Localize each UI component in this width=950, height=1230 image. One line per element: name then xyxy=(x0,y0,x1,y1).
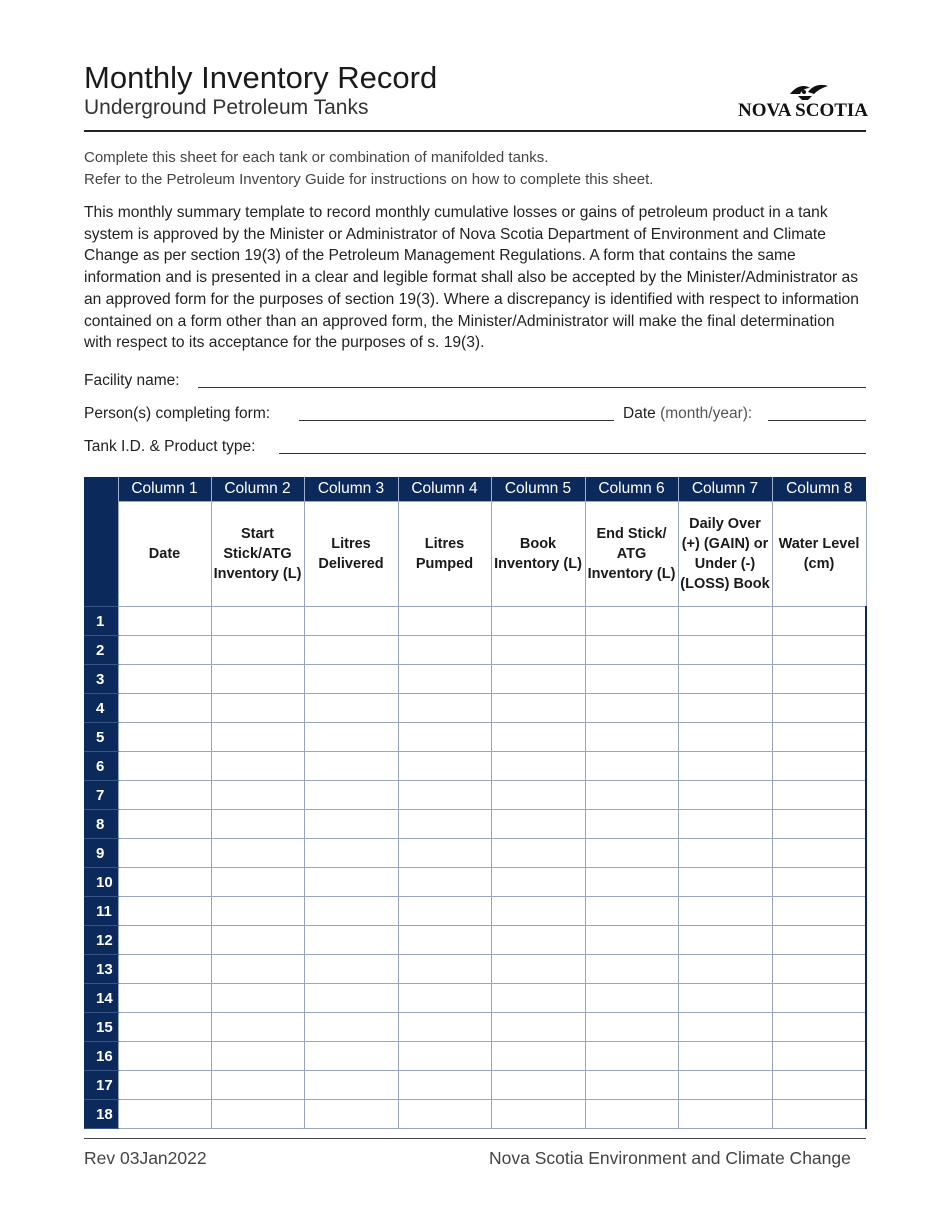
entry-cell[interactable] xyxy=(304,955,398,984)
date-hint: (month/year): xyxy=(660,405,753,422)
entry-cell[interactable] xyxy=(678,1100,772,1129)
entry-cell[interactable] xyxy=(585,984,678,1013)
entry-cell[interactable] xyxy=(585,868,678,897)
column-label: Daily Over (+) (GAIN) or Under (-) (LOSS) Book xyxy=(678,502,772,607)
person-completing-label: Person(s) completing form: xyxy=(84,405,271,422)
entry-cell[interactable] xyxy=(211,752,304,781)
entry-cell[interactable] xyxy=(678,926,772,955)
entry-cell[interactable] xyxy=(491,607,585,636)
entry-cell[interactable] xyxy=(772,723,866,752)
entry-cell[interactable] xyxy=(678,839,772,868)
tank-id-label: Tank I.D. & Product type: xyxy=(84,438,256,455)
row-number: 15 xyxy=(84,1013,118,1042)
entry-cell[interactable] xyxy=(772,665,866,694)
entry-cell[interactable] xyxy=(211,810,304,839)
entry-cell[interactable] xyxy=(772,955,866,984)
entry-cell[interactable] xyxy=(772,897,866,926)
entry-cell[interactable] xyxy=(491,839,585,868)
entry-cell[interactable] xyxy=(211,955,304,984)
entry-cell[interactable] xyxy=(398,781,491,810)
column-label: Water Level (cm) xyxy=(772,502,866,607)
entry-cell[interactable] xyxy=(772,839,866,868)
table-row xyxy=(84,868,866,897)
entry-cell[interactable] xyxy=(304,636,398,665)
entry-cell[interactable] xyxy=(585,1042,678,1071)
entry-cell[interactable] xyxy=(772,810,866,839)
entry-cell[interactable] xyxy=(772,868,866,897)
column-number: Column 8 xyxy=(772,477,866,502)
approval-paragraph: This monthly summary template to record monthly cumulative losses or gains of petroleum product in a tank system is approved by the Minister or Administrator of Nova Scotia Department of Environment and Climate Change as per section 19(3) of the Petroleum Management Regulations. A form that contains the same information and is presented in a clear and legible format shall also be accepted by the Minister/Administrator as an approved form for the purposes of section 19(3). Where a discrepancy is identified with respect to information contained on a form other than an approved form, the Minister/Administrator will make the final determination with respect to its acceptance for the purposes of s. 19(3). xyxy=(84,204,859,352)
table-row xyxy=(84,723,866,752)
entry-cell[interactable] xyxy=(211,1100,304,1129)
row-number: 18 xyxy=(84,1100,118,1129)
entry-cell[interactable] xyxy=(772,694,866,723)
page-title: Monthly Inventory Record xyxy=(84,60,438,95)
table-row xyxy=(84,839,866,868)
entry-cell[interactable] xyxy=(678,1042,772,1071)
entry-cell[interactable] xyxy=(585,636,678,665)
entry-cell[interactable] xyxy=(304,810,398,839)
entry-cell[interactable] xyxy=(678,781,772,810)
corner-cell xyxy=(84,502,118,607)
department-label: Nova Scotia Environment and Climate Change xyxy=(489,1148,851,1168)
entry-cell[interactable] xyxy=(398,665,491,694)
column-number: Column 6 xyxy=(585,477,678,502)
column-number: Column 7 xyxy=(678,477,772,502)
entry-cell[interactable] xyxy=(678,955,772,984)
entry-cell[interactable] xyxy=(398,926,491,955)
entry-cell[interactable] xyxy=(491,1042,585,1071)
entry-cell[interactable] xyxy=(211,984,304,1013)
column-number: Column 3 xyxy=(304,477,398,502)
table-row xyxy=(84,694,866,723)
row-number: 14 xyxy=(84,984,118,1013)
entry-cell[interactable] xyxy=(304,752,398,781)
entry-cell[interactable] xyxy=(398,868,491,897)
entry-cell[interactable] xyxy=(211,1013,304,1042)
table-row xyxy=(84,1100,866,1129)
row-number: 2 xyxy=(84,636,118,665)
entry-cell[interactable] xyxy=(678,694,772,723)
entry-cell[interactable] xyxy=(118,1013,211,1042)
entry-cell[interactable] xyxy=(585,781,678,810)
table-row xyxy=(84,1013,866,1042)
entry-cell[interactable] xyxy=(304,926,398,955)
entry-cell[interactable] xyxy=(398,984,491,1013)
row-number: 12 xyxy=(84,926,118,955)
revision-label: Rev 03Jan2022 xyxy=(84,1148,207,1168)
entry-cell[interactable] xyxy=(118,868,211,897)
facility-name-field[interactable] xyxy=(198,387,866,388)
entry-cell[interactable] xyxy=(118,984,211,1013)
column-label-row xyxy=(84,502,866,607)
entry-cell[interactable] xyxy=(585,1013,678,1042)
entry-cell[interactable] xyxy=(118,723,211,752)
entry-cell[interactable] xyxy=(491,1100,585,1129)
entry-cell[interactable] xyxy=(491,897,585,926)
entry-cell[interactable] xyxy=(491,984,585,1013)
entry-cell[interactable] xyxy=(585,897,678,926)
entry-cell[interactable] xyxy=(304,607,398,636)
column-number: Column 5 xyxy=(491,477,585,502)
column-label: Date xyxy=(118,502,211,607)
entry-cell[interactable] xyxy=(118,636,211,665)
entry-cell[interactable] xyxy=(398,694,491,723)
entry-cell[interactable] xyxy=(772,1013,866,1042)
intro-line-2: Refer to the Petroleum Inventory Guide for instructions on how to complete this sheet. xyxy=(84,171,654,188)
table-row xyxy=(84,636,866,665)
entry-cell[interactable] xyxy=(118,839,211,868)
logo-wordmark: NOVA SCOTIA xyxy=(738,100,868,121)
entry-cell[interactable] xyxy=(304,723,398,752)
column-number: Column 2 xyxy=(211,477,304,502)
corner-cell xyxy=(84,477,118,502)
entry-cell[interactable] xyxy=(118,665,211,694)
entry-cell[interactable] xyxy=(678,665,772,694)
entry-cell[interactable] xyxy=(398,810,491,839)
entry-cell[interactable] xyxy=(211,1071,304,1100)
entry-cell[interactable] xyxy=(304,781,398,810)
entry-cell[interactable] xyxy=(118,1042,211,1071)
entry-cell[interactable] xyxy=(304,868,398,897)
date-label xyxy=(623,405,752,423)
row-number: 11 xyxy=(84,897,118,926)
entry-cell[interactable] xyxy=(304,694,398,723)
column-number-row xyxy=(84,477,866,502)
entry-cell[interactable] xyxy=(118,897,211,926)
entry-cell[interactable] xyxy=(304,665,398,694)
entry-cell[interactable] xyxy=(304,1013,398,1042)
entry-cell[interactable] xyxy=(491,1013,585,1042)
entry-cell[interactable] xyxy=(211,897,304,926)
entry-cell[interactable] xyxy=(398,1071,491,1100)
entry-cell[interactable] xyxy=(398,839,491,868)
entry-cell[interactable] xyxy=(678,897,772,926)
table-row xyxy=(84,1042,866,1071)
entry-cell[interactable] xyxy=(678,984,772,1013)
entry-cell[interactable] xyxy=(211,723,304,752)
tank-id-field[interactable] xyxy=(279,453,866,454)
entry-cell[interactable] xyxy=(211,607,304,636)
entry-cell[interactable] xyxy=(304,839,398,868)
entry-cell[interactable] xyxy=(585,665,678,694)
table-row xyxy=(84,665,866,694)
nova-scotia-logo xyxy=(738,82,868,122)
table-row xyxy=(84,984,866,1013)
entry-cell[interactable] xyxy=(304,1042,398,1071)
entry-cell[interactable] xyxy=(118,781,211,810)
entry-cell[interactable] xyxy=(678,868,772,897)
entry-cell[interactable] xyxy=(304,1100,398,1129)
entry-cell[interactable] xyxy=(678,636,772,665)
entry-cell[interactable] xyxy=(491,694,585,723)
entry-cell[interactable] xyxy=(585,955,678,984)
entry-cell[interactable] xyxy=(585,607,678,636)
entry-cell[interactable] xyxy=(118,752,211,781)
row-number: 13 xyxy=(84,955,118,984)
entry-cell[interactable] xyxy=(772,781,866,810)
entry-cell[interactable] xyxy=(772,984,866,1013)
entry-cell[interactable] xyxy=(678,1071,772,1100)
entry-cell[interactable] xyxy=(398,955,491,984)
entry-cell[interactable] xyxy=(211,665,304,694)
entry-cell[interactable] xyxy=(491,723,585,752)
date-field[interactable] xyxy=(768,420,866,421)
entry-cell[interactable] xyxy=(118,694,211,723)
entry-cell[interactable] xyxy=(211,1042,304,1071)
entry-cell[interactable] xyxy=(398,1100,491,1129)
table-row xyxy=(84,1071,866,1100)
row-number: 8 xyxy=(84,810,118,839)
row-number: 10 xyxy=(84,868,118,897)
entry-cell[interactable] xyxy=(678,723,772,752)
entry-cell[interactable] xyxy=(491,781,585,810)
entry-cell[interactable] xyxy=(118,955,211,984)
entry-cell[interactable] xyxy=(118,810,211,839)
entry-cell[interactable] xyxy=(118,1100,211,1129)
table-body xyxy=(84,607,866,1129)
entry-cell[interactable] xyxy=(491,752,585,781)
entry-cell[interactable] xyxy=(678,810,772,839)
entry-cell[interactable] xyxy=(678,752,772,781)
table-row xyxy=(84,752,866,781)
row-number: 1 xyxy=(84,607,118,636)
entry-cell[interactable] xyxy=(491,955,585,984)
column-label: Book Inventory (L) xyxy=(491,502,585,607)
entry-cell[interactable] xyxy=(585,1071,678,1100)
entry-cell[interactable] xyxy=(398,1013,491,1042)
intro-line-1: Complete this sheet for each tank or combination of manifolded tanks. xyxy=(84,149,549,166)
osprey-icon xyxy=(790,85,828,100)
table-row xyxy=(84,926,866,955)
entry-cell[interactable] xyxy=(398,636,491,665)
entry-cell[interactable] xyxy=(772,636,866,665)
entry-cell[interactable] xyxy=(491,665,585,694)
row-number: 5 xyxy=(84,723,118,752)
row-number: 3 xyxy=(84,665,118,694)
row-number: 4 xyxy=(84,694,118,723)
column-label: Litres Pumped xyxy=(398,502,491,607)
inventory-table xyxy=(84,477,866,1129)
entry-cell[interactable] xyxy=(491,1071,585,1100)
table-row xyxy=(84,607,866,636)
entry-cell[interactable] xyxy=(211,694,304,723)
entry-cell[interactable] xyxy=(211,868,304,897)
column-number: Column 4 xyxy=(398,477,491,502)
table-row xyxy=(84,810,866,839)
entry-cell[interactable] xyxy=(585,810,678,839)
entry-cell[interactable] xyxy=(491,868,585,897)
page-subtitle: Underground Petroleum Tanks xyxy=(84,96,369,119)
entry-cell[interactable] xyxy=(211,926,304,955)
table-row xyxy=(84,897,866,926)
person-completing-field[interactable] xyxy=(299,420,614,421)
entry-cell[interactable] xyxy=(585,752,678,781)
entry-cell[interactable] xyxy=(398,1042,491,1071)
entry-cell[interactable] xyxy=(398,897,491,926)
entry-cell[interactable] xyxy=(772,926,866,955)
entry-cell[interactable] xyxy=(398,752,491,781)
table-row xyxy=(84,955,866,984)
entry-cell[interactable] xyxy=(304,897,398,926)
entry-cell[interactable] xyxy=(211,839,304,868)
entry-cell[interactable] xyxy=(211,636,304,665)
entry-cell[interactable] xyxy=(211,781,304,810)
entry-cell[interactable] xyxy=(772,1100,866,1129)
column-label: Litres Delivered xyxy=(304,502,398,607)
entry-cell[interactable] xyxy=(772,752,866,781)
row-number: 6 xyxy=(84,752,118,781)
entry-cell[interactable] xyxy=(772,1042,866,1071)
entry-cell[interactable] xyxy=(491,926,585,955)
entry-cell[interactable] xyxy=(585,723,678,752)
entry-cell[interactable] xyxy=(678,1013,772,1042)
column-number: Column 1 xyxy=(118,477,211,502)
entry-cell[interactable] xyxy=(585,839,678,868)
entry-cell[interactable] xyxy=(118,607,211,636)
entry-cell[interactable] xyxy=(585,926,678,955)
entry-cell[interactable] xyxy=(118,1071,211,1100)
entry-cell[interactable] xyxy=(491,636,585,665)
entry-cell[interactable] xyxy=(772,607,866,636)
row-number: 7 xyxy=(84,781,118,810)
entry-cell[interactable] xyxy=(491,810,585,839)
entry-cell[interactable] xyxy=(678,607,772,636)
entry-cell[interactable] xyxy=(398,723,491,752)
row-number: 16 xyxy=(84,1042,118,1071)
entry-cell[interactable] xyxy=(585,1100,678,1129)
footer-divider xyxy=(84,1138,866,1139)
column-label: Start Stick/ATG Inventory (L) xyxy=(211,502,304,607)
row-number: 17 xyxy=(84,1071,118,1100)
entry-cell[interactable] xyxy=(304,984,398,1013)
entry-cell[interactable] xyxy=(585,694,678,723)
header-divider xyxy=(84,130,866,132)
entry-cell[interactable] xyxy=(772,1071,866,1100)
entry-cell[interactable] xyxy=(118,926,211,955)
row-number: 9 xyxy=(84,839,118,868)
entry-cell[interactable] xyxy=(304,1071,398,1100)
entry-cell[interactable] xyxy=(398,607,491,636)
table-row xyxy=(84,781,866,810)
date-label-text: Date xyxy=(623,405,656,422)
column-label: End Stick/ ATG Inventory (L) xyxy=(585,502,678,607)
facility-name-label: Facility name: xyxy=(84,372,180,389)
